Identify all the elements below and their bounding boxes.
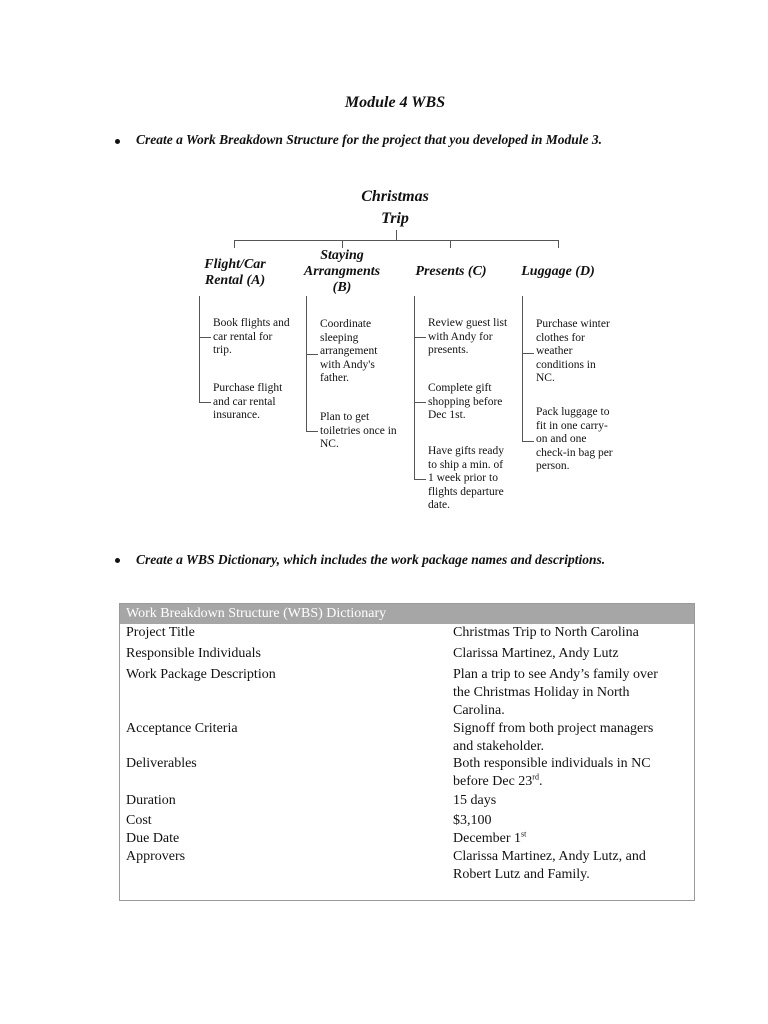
task-a1 (213, 317, 305, 358)
row-label: Cost (126, 813, 152, 828)
task-b1 (320, 318, 412, 386)
row-label: Responsible Individuals (126, 646, 261, 661)
task-line: Pack luggage to (536, 406, 610, 418)
value-line: Carolina. (453, 703, 505, 718)
branch-head-line: Arrangments (303, 264, 381, 279)
task-line: clothes for (536, 331, 585, 344)
task-line: shopping before (428, 395, 503, 408)
task-line: trip. (213, 344, 232, 356)
branch-staying-arrangements (292, 248, 392, 296)
ordinal-suffix: st (521, 829, 527, 839)
row-label: Duration (126, 793, 176, 808)
task-line: check-in bag per (536, 446, 613, 459)
wbs-root (340, 186, 450, 230)
connector-line (199, 337, 211, 338)
task-line: flights departure (428, 485, 504, 498)
task-line: father. (320, 372, 350, 384)
connector-line (342, 240, 343, 248)
value-line: Signoff from both project managers (453, 721, 654, 736)
task-line: to ship a min. of (428, 458, 504, 471)
task-line: Book flights and (213, 317, 290, 329)
connector-line (199, 402, 211, 403)
connector-line (414, 296, 415, 480)
row-value (453, 848, 688, 884)
task-line: weather (536, 345, 573, 357)
task-line: insurance. (213, 409, 260, 421)
connector-line (414, 402, 426, 403)
value-line: and stakeholder. (453, 739, 544, 754)
task-d2 (536, 406, 632, 474)
value-line: Plan a trip to see Andy’s family over (453, 667, 658, 682)
branch-head-line: Luggage (D) (521, 264, 595, 279)
row-value (453, 792, 688, 810)
connector-line (306, 431, 318, 432)
task-line: on and one (536, 433, 587, 445)
value-line (453, 830, 688, 848)
value-line: $3,100 (453, 813, 492, 828)
connector-line (522, 353, 534, 354)
row-value (453, 830, 688, 848)
task-line: arrangement (320, 345, 378, 357)
task-line: Complete gift (428, 382, 492, 394)
task-line: Review guest list (428, 317, 508, 329)
task-line: person. (536, 460, 570, 472)
value-line: Clarissa Martinez, Andy Lutz, and (453, 849, 646, 864)
task-line: conditions in (536, 358, 596, 371)
task-line: Purchase flight (213, 382, 283, 394)
connector-line (414, 479, 426, 480)
branch-head-line: Staying (320, 248, 364, 263)
connector-line (199, 296, 200, 403)
value-text: . (538, 774, 543, 789)
instruction-dictionary: Create a WBS Dictionary, which includes the work package names and descriptions. (136, 552, 606, 567)
value-line: Clarissa Martinez, Andy Lutz (453, 646, 619, 661)
row-value (453, 624, 688, 642)
value-text: before Dec 23 (453, 774, 533, 789)
task-line: Purchase winter (536, 318, 610, 330)
row-label: Deliverables (126, 756, 197, 771)
row-value (453, 755, 688, 791)
instruction-wbs: Create a Work Breakdown Structure for the project that you developed in Module 3. (136, 132, 603, 147)
connector-line (450, 240, 451, 248)
task-line: presents. (428, 344, 469, 356)
wbs-root-line: Christmas (361, 188, 429, 205)
connector-line (522, 296, 523, 442)
value-text: December 1 (453, 831, 522, 846)
task-line: and car rental (213, 395, 276, 408)
row-value (453, 720, 688, 756)
value-line: Both responsible individuals in NC (453, 756, 651, 771)
task-c1 (428, 317, 524, 358)
task-line: car rental for (213, 330, 273, 343)
value-line: 15 days (453, 793, 497, 808)
bullet-dot (115, 139, 120, 144)
value-line: Robert Lutz and Family. (453, 867, 590, 882)
connector-line (414, 337, 426, 338)
task-line: sleeping (320, 331, 359, 344)
wbs-root-line: Trip (381, 210, 409, 227)
row-label: Due Date (126, 831, 180, 846)
task-line: NC. (536, 372, 555, 384)
connector-line (306, 296, 307, 432)
connector-line (396, 230, 397, 240)
branch-presents (403, 264, 499, 280)
value-line (453, 773, 688, 791)
task-line: with Andy for (428, 330, 493, 343)
row-value (453, 812, 688, 830)
connector-line (558, 240, 559, 248)
connector-line (306, 354, 318, 355)
connector-line (234, 240, 235, 248)
task-line: with Andy's (320, 358, 375, 371)
task-a2 (213, 382, 305, 423)
task-d1 (536, 318, 632, 386)
task-line: toiletries once in (320, 424, 397, 437)
bullet-dot (115, 558, 120, 563)
row-value (453, 645, 688, 663)
value-line: Christmas Trip to North Carolina (453, 625, 639, 640)
task-line: Plan to get (320, 411, 370, 423)
branch-head-line: Rental (A) (204, 273, 266, 288)
task-line: Dec 1st. (428, 409, 466, 421)
branch-head-line: Presents (C) (415, 264, 487, 279)
connector-line (234, 240, 558, 241)
connector-line (522, 441, 534, 442)
branch-luggage (512, 264, 604, 280)
task-line: fit in one carry- (536, 419, 608, 432)
task-c2 (428, 382, 524, 423)
row-label: Work Package Description (126, 667, 276, 682)
task-line: 1 week prior to (428, 472, 498, 484)
branch-head-line: Flight/Car (204, 257, 266, 272)
branch-flight-car-rental (188, 257, 282, 289)
branch-head-line: (B) (332, 280, 352, 295)
task-line: Coordinate (320, 318, 372, 330)
task-line: Have gifts ready (428, 445, 504, 457)
row-label: Approvers (126, 849, 186, 864)
wbs-dictionary-table (119, 603, 695, 901)
row-value (453, 666, 688, 720)
row-label: Project Title (126, 625, 195, 640)
page-title: Module 4 WBS (344, 94, 446, 111)
row-label: Acceptance Criteria (126, 721, 238, 736)
value-line: the Christmas Holiday in North (453, 685, 630, 700)
task-b2 (320, 411, 412, 452)
ordinal-suffix: rd (532, 772, 539, 782)
table-header: Work Breakdown Structure (WBS) Dictionary (120, 604, 694, 624)
task-line: date. (428, 499, 451, 511)
task-c3 (428, 445, 524, 513)
task-line: NC. (320, 438, 339, 450)
